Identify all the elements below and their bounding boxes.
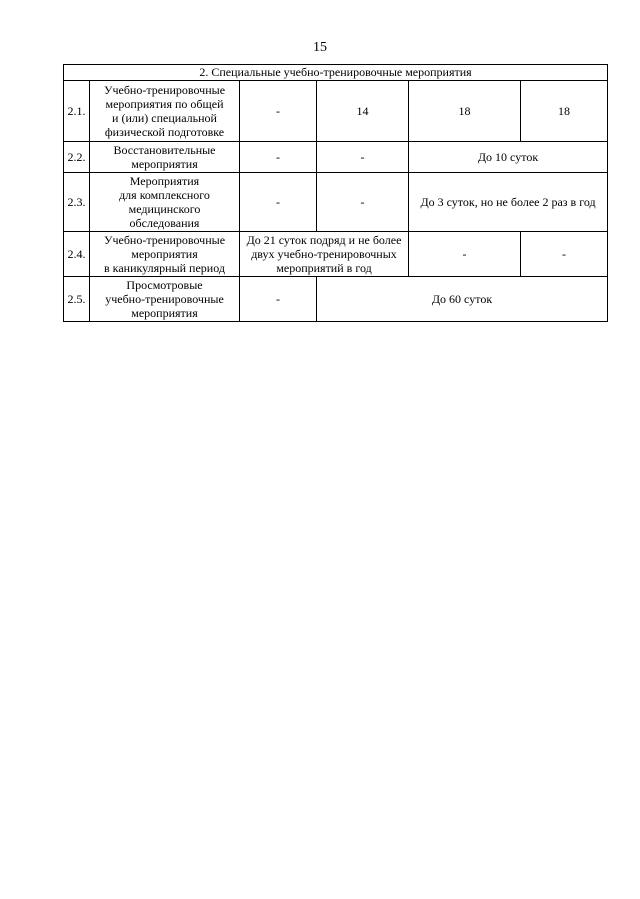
value-cell-merged: До 3 суток, но не более 2 раз в год: [409, 173, 608, 232]
section-title: 2. Специальные учебно-тренировочные мероприятия: [64, 65, 608, 81]
value-cell: -: [317, 142, 409, 173]
value-cell-merged: До 21 суток подряд и не более двух учебно-тренировочных мероприятий в год: [240, 232, 409, 277]
value-cell: -: [521, 232, 608, 277]
row-number: 2.4.: [64, 232, 90, 277]
event-name: Учебно-тренировочные мероприятия в каникулярный период: [90, 232, 240, 277]
value-cell-merged: До 60 суток: [317, 277, 608, 322]
row-number: 2.2.: [64, 142, 90, 173]
value-cell: -: [240, 277, 317, 322]
table-row: [64, 277, 608, 322]
page-number: 15: [313, 40, 327, 55]
value-cell: -: [240, 173, 317, 232]
value-cell: 18: [521, 81, 608, 142]
value-cell: -: [240, 81, 317, 142]
table-row: [64, 81, 608, 142]
value-cell: 14: [317, 81, 409, 142]
value-cell: -: [409, 232, 521, 277]
table-row: [64, 142, 608, 173]
row-number: 2.1.: [64, 81, 90, 142]
section-header-row: [64, 65, 608, 81]
table-row: [64, 232, 608, 277]
training-schedule-table: [63, 64, 608, 322]
value-cell-merged: До 10 суток: [409, 142, 608, 173]
event-name: Просмотровые учебно-тренировочные мероприятия: [90, 277, 240, 322]
value-cell: 18: [409, 81, 521, 142]
row-number: 2.3.: [64, 173, 90, 232]
value-cell: -: [240, 142, 317, 173]
event-name: Восстановительные мероприятия: [90, 142, 240, 173]
row-number: 2.5.: [64, 277, 90, 322]
event-name: Мероприятия для комплексного медицинского обследования: [90, 173, 240, 232]
event-name: Учебно-тренировочные мероприятия по общей и (или) специальной физической подготовке: [90, 81, 240, 142]
table-row: [64, 173, 608, 232]
value-cell: -: [317, 173, 409, 232]
